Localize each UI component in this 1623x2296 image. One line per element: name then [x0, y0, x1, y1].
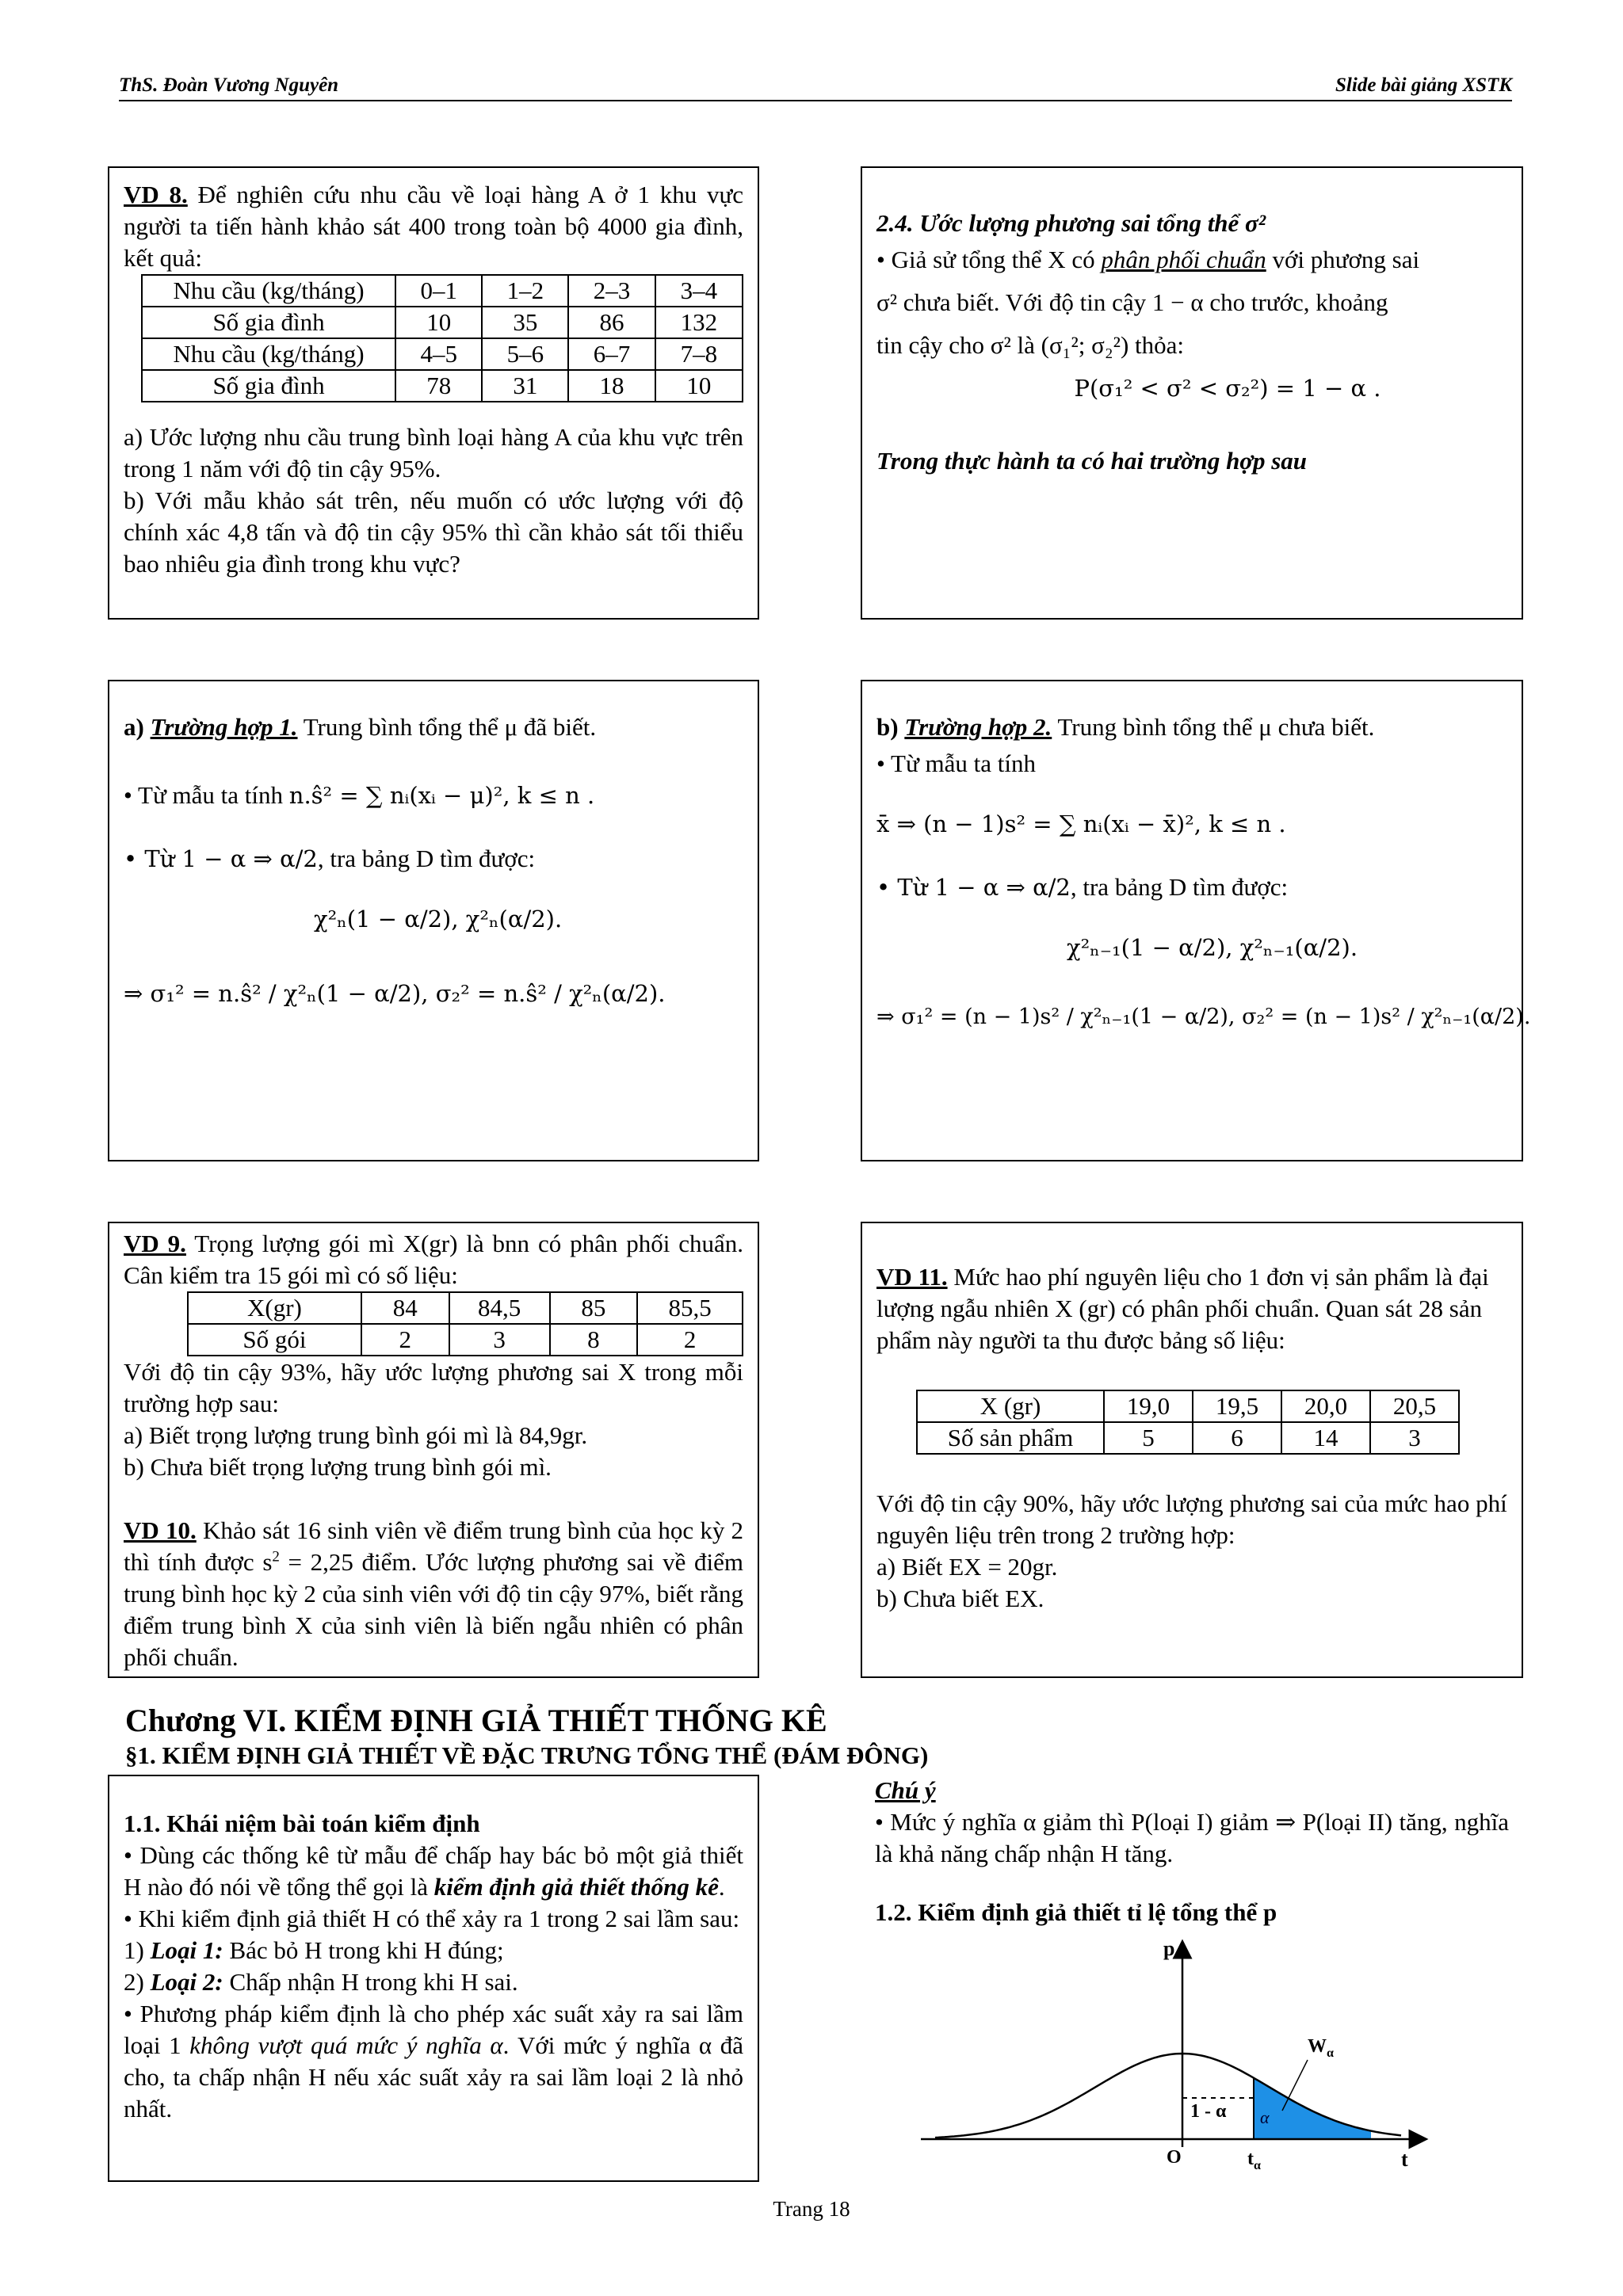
- vd9-question-a: a) Biết trọng lượng trung bình gói mì là 84,9gr.: [124, 1421, 588, 1449]
- case2-formula: • Từ 1 − α ⇒ α/2: [876, 874, 1071, 901]
- s11-emphasis: Loại 1:: [150, 1936, 223, 1964]
- table-cell: 5: [1104, 1422, 1193, 1454]
- s11-text: .: [718, 1873, 725, 1901]
- case1-text: • Từ mẫu ta tính: [124, 781, 284, 809]
- table-cell: 85: [550, 1292, 638, 1324]
- vd11-question-b: b) Chưa biết EX.: [876, 1585, 1044, 1612]
- table-cell: Số gia đình: [142, 307, 395, 338]
- table-cell: Số gói: [188, 1324, 361, 1356]
- case2-head: Trung bình tổng thể μ chưa biết.: [1052, 713, 1375, 741]
- rejection-region: [1254, 2078, 1371, 2139]
- note-block: [875, 1775, 1509, 1928]
- s24-heading: 2.4. Ước lượng phương sai tổng thể σ²: [876, 209, 1266, 237]
- vd9-question-b: b) Chưa biết trọng lượng trung bình gói mì.: [124, 1453, 552, 1481]
- table-cell: 85,5: [637, 1292, 743, 1324]
- level-label: 1 - α: [1190, 2101, 1227, 2122]
- table-cell: 2: [637, 1324, 743, 1356]
- vd9-label: VD 9.: [124, 1230, 186, 1257]
- chapter-title: Chương VI. KIỂM ĐỊNH GIẢ THIẾT THỐNG KÊ: [125, 1703, 827, 1738]
- s11-text: • Phương pháp kiểm định là cho phép xác suất xảy ra sai lầm loại 1: [124, 2000, 743, 2059]
- case1-formula: • Từ 1 − α ⇒ α/2: [124, 845, 318, 872]
- table-cell: 18: [568, 370, 655, 402]
- vd11-box: [861, 1222, 1523, 1678]
- region-label: [1308, 2036, 1334, 2060]
- s11-text: Chấp nhận H trong khi H sai.: [223, 1968, 518, 1996]
- table-row: [917, 1422, 1459, 1454]
- vd9-table: [187, 1291, 743, 1356]
- case2-formula: χ²ₙ₋₁(1 − α/2), χ²ₙ₋₁(α/2).: [1067, 934, 1358, 961]
- table-cell: 7–8: [655, 338, 743, 370]
- case2-head: b): [876, 713, 905, 741]
- case2-formula: ⇒ σ₁² = (n − 1)s² / χ²ₙ₋₁(1 − α/2), σ₂² = (n − 1)s² / χ²ₙ₋₁(α/2).: [876, 1005, 1531, 1029]
- table-cell: 2: [361, 1324, 449, 1356]
- case1-text: , tra bảng D tìm được:: [317, 845, 536, 872]
- case1-formula: n.ŝ² = ∑ nᵢ(xᵢ − μ)², k ≤ n .: [288, 782, 595, 809]
- page-number: Trang 18: [773, 2197, 850, 2221]
- note-text: • Mức ý nghĩa α giảm thì P(loại I) giảm ⇒ P(loại II) tăng, nghĩa là khả năng chấp nhận H tăng.: [875, 1808, 1509, 1867]
- vd8-question-b: b) Với mẫu khảo sát trên, nếu muốn có ước lượng với độ chính xác 4,8 tấn và độ tin cậy 95% thì cần khảo sát tối thiểu bao nhiêu gia đình trong khu vực?: [124, 486, 743, 578]
- table-cell: 5–6: [482, 338, 568, 370]
- table-cell: 132: [655, 307, 743, 338]
- area-label: α: [1260, 2107, 1270, 2127]
- case2-box: [861, 680, 1531, 1161]
- s11-emphasis: kiểm định giả thiết thống kê: [433, 1873, 719, 1901]
- case2-head: Trường hợp 2.: [904, 713, 1052, 741]
- table-cell: Nhu cầu (kg/tháng): [142, 338, 395, 370]
- vd9-intro: Trọng lượng gói mì X(gr) là bnn có phân phối chuẩn. Cân kiểm tra 15 gói mì có số liệu:: [124, 1230, 743, 1289]
- table-cell: 20,5: [1370, 1390, 1459, 1422]
- table-cell: 84: [361, 1292, 449, 1324]
- vd11-intro: Mức hao phí nguyên liệu cho 1 đơn vị sản phẩm là đại lượng ngẫu nhiên X (gr) có phân phối chuẩn. Quan sát 28 sản phẩm này người ta thu được bảng số liệu:: [876, 1263, 1489, 1354]
- vd10-text: Khảo sát 16 sinh viên về điểm trung bình của học kỳ 2 thì tính được s: [124, 1516, 744, 1576]
- vd11-label: VD 11.: [876, 1263, 948, 1291]
- table-cell: 14: [1281, 1422, 1370, 1454]
- s11-text: 2): [124, 1968, 151, 1996]
- case1-box: [108, 680, 759, 1161]
- table-row: [188, 1292, 743, 1324]
- case1-head: a): [124, 713, 151, 741]
- table-cell: Nhu cầu (kg/tháng): [142, 275, 395, 307]
- table-row: [142, 370, 743, 402]
- s11-heading: 1.1. Khái niệm bài toán kiểm định: [124, 1810, 480, 1837]
- table-cell: 35: [482, 307, 568, 338]
- note-heading-2: 1.2. Kiểm định giả thiết tỉ lệ tổng thể p: [875, 1898, 1277, 1926]
- s24-note: Trong thực hành ta có hai trường hợp sau: [876, 447, 1308, 475]
- table-cell: 84,5: [449, 1292, 550, 1324]
- vd9-text: Với độ tin cậy 93%, hãy ước lượng phương sai X trong mỗi trường hợp sau:: [124, 1358, 743, 1417]
- s11-text: Bác bỏ H trong khi H đúng;: [223, 1936, 504, 1964]
- s24-text: σ² chưa biết. Với độ tin cậy 1 − α cho trước, khoảng: [876, 288, 1388, 316]
- vd11-table: [916, 1390, 1460, 1455]
- s11-box: [108, 1775, 759, 2182]
- table-cell: 10: [395, 307, 482, 338]
- table-row: [917, 1390, 1459, 1422]
- table-cell: 6–7: [568, 338, 655, 370]
- table-cell: 2–3: [568, 275, 655, 307]
- s11-text: . Với mức ý nghĩa α đã cho, ta chấp nhận H nếu xác suất xảy ra sai lầm loại 2 là nhỏ nhất.: [124, 2031, 743, 2122]
- vd11-question-a: a) Biết EX = 20gr.: [876, 1553, 1058, 1581]
- critical-label: [1247, 2149, 1261, 2172]
- y-axis-label: p: [1163, 1937, 1175, 1960]
- note-heading: Chú ý: [875, 1776, 936, 1804]
- case2-text: , tra bảng D tìm được:: [1070, 873, 1289, 901]
- critical-label-main: t: [1247, 2149, 1254, 2169]
- vd8-label: VD 8.: [124, 181, 188, 208]
- table-row: [142, 275, 743, 307]
- table-cell: 6: [1193, 1422, 1281, 1454]
- section-title: §1. KIỂM ĐỊNH GIẢ THIẾT VỀ ĐẶC TRƯNG TỔNG THỂ (ĐÁM ĐÔNG): [125, 1741, 929, 1769]
- s11-emphasis: Loại 2:: [150, 1968, 223, 1996]
- table-cell: 31: [482, 370, 568, 402]
- table-cell: 0–1: [395, 275, 482, 307]
- table-cell: 1–2: [482, 275, 568, 307]
- vd10-text: = 2,25 điểm. Ước lượng phương sai về điểm trung bình học kỳ 2 của sinh viên với độ tin cậy 97%, biết rằng điểm trung bình X của sinh viên là biến ngẫu nhiên có phân phối chuẩn.: [124, 1548, 743, 1671]
- table-cell: 86: [568, 307, 655, 338]
- s11-text: 1): [124, 1936, 151, 1964]
- header-author: ThS. Đoàn Vương Nguyên: [119, 74, 339, 96]
- table-cell: 78: [395, 370, 482, 402]
- region-label-sub: α: [1327, 2046, 1334, 2060]
- critical-label-sub: α: [1254, 2159, 1261, 2172]
- s24-emphasis: phân phối chuẩn: [1101, 246, 1266, 273]
- table-cell: 3: [449, 1324, 550, 1356]
- vd10-label: VD 10.: [124, 1516, 197, 1544]
- vd8-table: [141, 274, 743, 402]
- table-cell: 3: [1370, 1422, 1459, 1454]
- region-label-main: W: [1308, 2036, 1327, 2057]
- case1-formula: χ²ₙ(1 − α/2), χ²ₙ(α/2).: [314, 906, 563, 933]
- vd11-text: Với độ tin cậy 90%, hãy ước lượng phương sai của mức hao phí nguyên liệu trên trong 2 trường hợp:: [876, 1489, 1507, 1549]
- table-row: [142, 338, 743, 370]
- table-cell: 4–5: [395, 338, 482, 370]
- s24-box: [861, 166, 1523, 620]
- table-row: [142, 307, 743, 338]
- case1-head: Trường hợp 1.: [150, 713, 298, 741]
- table-cell: 19,5: [1193, 1390, 1281, 1422]
- table-row: [188, 1324, 743, 1356]
- s11-text: • Dùng các thống kê từ mẫu để chấp hay bác bỏ một giả thiết H nào đó nói về tổng thể gọi là: [124, 1841, 743, 1901]
- s11-emphasis: không vượt quá mức ý nghĩa α: [189, 2031, 503, 2059]
- case2-text: • Từ mẫu ta tính: [876, 749, 1037, 777]
- table-cell: Số gia đình: [142, 370, 395, 402]
- s11-text: • Khi kiểm định giả thiết H có thể xảy ra 1 trong 2 sai lầm sau:: [124, 1905, 740, 1932]
- case1-head: Trung bình tổng thể μ đã biết.: [297, 713, 597, 741]
- case2-formula: x̄ ⇒ (n − 1)s² = ∑ nᵢ(xᵢ − x̄)², k ≤ n .: [876, 810, 1286, 837]
- s24-text: với phương sai: [1266, 246, 1420, 273]
- table-cell: 3–4: [655, 275, 743, 307]
- table-cell: Số sản phẩm: [917, 1422, 1104, 1454]
- header-divider: [119, 100, 1512, 101]
- table-cell: 19,0: [1104, 1390, 1193, 1422]
- s24-formula: P(σ₁² < σ² < σ₂²) = 1 − α .: [1074, 375, 1381, 402]
- s24-text: • Giả sử tổng thể X có: [876, 246, 1102, 273]
- critical-region-figure: [911, 1933, 1434, 2187]
- vd8-box: [108, 166, 759, 620]
- table-cell: 8: [550, 1324, 638, 1356]
- vd8-question-a: a) Ước lượng nhu cầu trung bình loại hàng A của khu vực trên trong 1 năm với độ tin cậy 95%.: [124, 423, 743, 482]
- s24-text: tin cậy cho σ² là (σ₁²; σ₂²) thỏa:: [876, 331, 1184, 359]
- header-title: Slide bài giảng XSTK: [1335, 74, 1512, 96]
- table-cell: 10: [655, 370, 743, 402]
- x-axis-label: t: [1401, 2148, 1408, 2171]
- table-cell: 20,0: [1281, 1390, 1370, 1422]
- vd8-intro: Để nghiên cứu nhu cầu về loại hàng A ở 1 khu vực người ta tiến hành khảo sát 400 trong toàn bộ 4000 gia đình, kết quả:: [124, 181, 743, 272]
- table-cell: X (gr): [917, 1390, 1104, 1422]
- case1-formula: ⇒ σ₁² = n.ŝ² / χ²ₙ(1 − α/2), σ₂² = n.ŝ² / χ²ₙ(α/2).: [124, 980, 666, 1007]
- origin-label: O: [1167, 2147, 1182, 2168]
- vd9-box: VD 9. Trọng lượng gói mì X(gr) là bnn có phân phối chuẩn. Cân kiểm tra 15 gói mì có số liệu: X(gr) 84 84,5 85 85,5 Số gói 2 3 8 2 Với độ tin cậy 93%, hãy ước lượng phương sai X trong mỗi trường hợp sau: a) Biết trọng lượng trung bình gói mì là 84,9gr. b) Chưa biết trọng lượng trung bình gói mì. VD 10. Khảo sát 16 sinh viên về điểm trung bình của học kỳ 2 thì tính được $s^2 = 2,25$ điểm. Ước lượng phương sai về điểm trung bình học kỳ 2 của sinh viên với độ tin cậy 97%, biết rằng điểm trung bình X của sinh viên là biến ngẫu nhiên có phân phối chuẩn.: [108, 1222, 759, 1678]
- table-cell: X(gr): [188, 1292, 361, 1324]
